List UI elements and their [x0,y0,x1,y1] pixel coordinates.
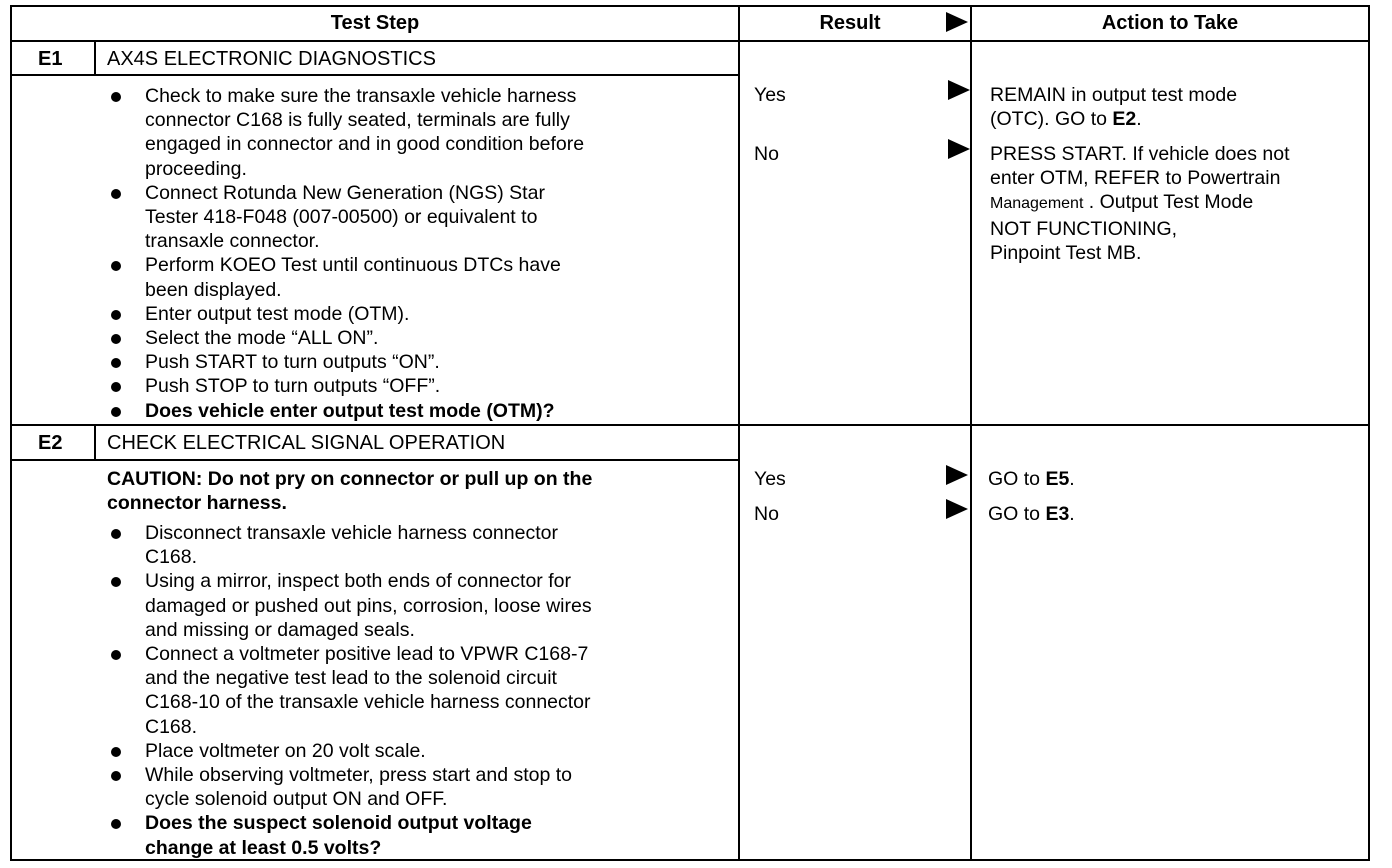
list-item: While observing voltmeter, press start and stop to cycle solenoid output ON and OFF. [107,763,592,811]
bullet-icon [111,382,121,392]
list-item: Disconnect transaxle vehicle harness connector C168. [107,521,592,569]
list-item: Select the mode “ALL ON”. [107,326,584,350]
result-column-divider [970,5,972,861]
e2-question: Does the suspect solenoid output voltage change at least 0.5 volts? [107,811,592,859]
step-id-e1: E1 [38,48,63,70]
e2-action-no: GO to E3. [988,503,1075,525]
e1-action-yes: REMAIN in output test mode (OTC). GO to E2. [990,84,1238,131]
list-item: Push START to turn outputs “ON”. [107,350,584,374]
header-bottom-border [10,40,1370,42]
table-right-border [1368,5,1370,861]
bullet-icon [111,189,121,199]
e1-result-yes: Yes [754,84,786,106]
bullet-icon [111,334,121,344]
e1-no-arrow-icon [948,139,970,159]
header-test-step: Test Step [330,12,420,34]
bullet-icon [111,261,121,271]
e2-result-no: No [754,503,779,525]
list-item: Enter output test mode (OTM). [107,302,584,326]
e1-question: Does vehicle enter output test mode (OTM)? [107,399,584,423]
list-item: Push STOP to turn outputs “OFF”. [107,374,584,398]
step-title-e1: AX4S ELECTRONIC DIAGNOSTICS [107,48,436,70]
bullet-icon [111,529,121,539]
bullet-icon [111,92,121,102]
bullet-icon [111,650,121,660]
e1-title-underline [10,74,738,76]
bullet-icon [111,819,121,829]
bullet-icon [111,407,121,417]
bullet-icon [111,577,121,587]
list-item: Check to make sure the transaxle vehicle harness connector C168 is fully seated, terminals are fully engaged in connector and in good condition before proceeding. [107,84,584,181]
e1-bullet-list [107,84,584,423]
table-top-border [10,5,1370,7]
e2-result-yes: Yes [754,468,786,490]
e1-yes-arrow-icon [948,80,970,100]
row-divider-e1-e2 [10,424,1370,426]
test-step-column-divider [738,5,740,861]
e2-action-yes: GO to E5. [988,468,1075,490]
e2-caution: CAUTION: Do not pry on connector or pull up on the connector harness. [107,468,593,515]
list-item: Using a mirror, inspect both ends of connector for damaged or pushed out pins, corrosion, loose wires and missing or damaged seals. [107,569,592,642]
bullet-icon [111,771,121,781]
e2-no-arrow-icon [946,499,968,519]
bullet-icon [111,747,121,757]
e2-bullet-list [107,521,592,860]
step-id-e2: E2 [38,432,63,454]
bullet-icon [111,310,121,320]
e2-id-divider [94,424,96,460]
bullet-icon [111,358,121,368]
e1-result-no: No [754,143,779,165]
table-left-border [10,5,12,861]
list-item: Connect Rotunda New Generation (NGS) Star Tester 418-F048 (007-00500) or equivalent to transaxle connector. [107,181,584,254]
e1-action-no: PRESS START. If vehicle does not enter OTM, REFER to Powertrain Management . Output Test Mode NOT FUNCTIONING, Pinpoint Test MB. [990,143,1290,264]
header-arrow-icon [946,12,968,32]
list-item: Place voltmeter on 20 volt scale. [107,739,592,763]
header-action: Action to Take [1101,12,1239,34]
list-item: Connect a voltmeter positive lead to VPWR C168-7 and the negative test lead to the solenoid circuit C168-10 of the transaxle vehicle harness connector C168. [107,642,592,739]
list-item: Perform KOEO Test until continuous DTCs have been displayed. [107,253,584,301]
e2-yes-arrow-icon [946,465,968,485]
header-result: Result [819,12,881,34]
e2-title-underline [10,459,738,461]
e1-id-divider [94,40,96,76]
step-title-e2: CHECK ELECTRICAL SIGNAL OPERATION [107,432,506,454]
